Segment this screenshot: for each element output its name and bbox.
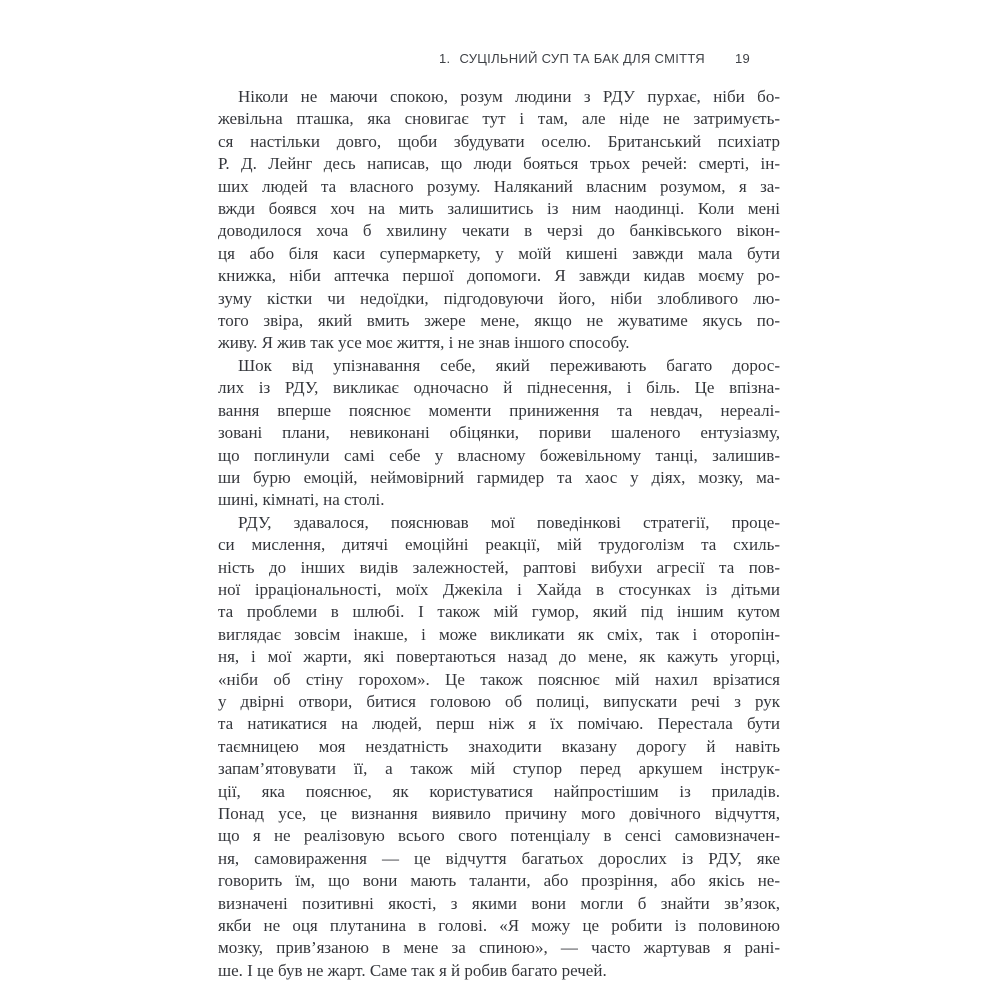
- text-line: вжди боявся хоч на мить залишитись із ним наодинці. Коли мені: [218, 199, 780, 219]
- text-line: ції, яка пояснює, як користуватися найпростішим із приладів.: [218, 781, 780, 801]
- chapter-label: [439, 51, 705, 67]
- text-line: ши бурю емоцій, неймовірний гармидер та хаос у діях, мозку, ма-: [218, 467, 780, 487]
- paragraph: [218, 512, 780, 983]
- text-line: «ніби об стіну горохом». Це також пояснює мій нахил врізатися: [218, 669, 780, 689]
- chapter-title: СУЦІЛЬНИЙ СУП ТА БАК ДЛЯ СМІТТЯ: [459, 51, 705, 66]
- text-line: таємницею моя нездатність знаходити вказану дорогу й навіть: [218, 736, 780, 756]
- text-line: ної ірраціональності, моїх Джекіла і Хайда в стосунках із дітьми: [218, 579, 780, 599]
- text-line: РДУ, здавалося, пояснював мої поведінкові стратегії, проце-: [238, 512, 780, 532]
- text-line: ше. І це був не жарт. Саме так я й робив багато речей.: [218, 960, 607, 980]
- text-line: якби не оця плутанина в голові. «Я можу це робити із половиною: [218, 916, 780, 936]
- text-line: ність до інших видів залежностей, раптові вибухи агресії та пов-: [218, 557, 780, 577]
- page-number: 19: [734, 51, 750, 66]
- chapter-number: 1.: [438, 51, 451, 66]
- text-line: зовані плани, невиконані обіцянки, пориви шаленого ентузіазму,: [218, 423, 780, 443]
- text-line: шині, кімнаті, на столі.: [218, 490, 385, 510]
- text-line: ня, і мої жарти, які повертаються назад до мене, як кажуть угорці,: [218, 647, 780, 667]
- text-line: зуму кістки чи недоїдки, підгодовуючи його, ніби злобливого лю-: [218, 288, 780, 308]
- text-line: та проблеми в шлюбі. І також мій гумор, який під іншим кутом: [218, 602, 780, 622]
- body-text: [218, 86, 780, 982]
- text-line: книжка, ніби аптечка першої допомоги. Я завжди кидав моєму ро-: [218, 266, 780, 286]
- text-line: того звіра, який вмить зжере мене, якщо не жуватиме якусь по-: [218, 311, 780, 331]
- paragraph: [218, 86, 780, 355]
- text-line: Ніколи не маючи спокою, розум людини з РДУ пурхає, ніби бо-: [238, 87, 780, 106]
- text-line: мозку, прив’язаною в мене за спиною», — часто жартував я рані-: [218, 938, 780, 958]
- text-line: Понад усе, це визнання виявило причину мого довічного відчуття,: [218, 804, 780, 823]
- text-line: та натикатися на людей, перш ніж я їх помічаю. Перестала бути: [218, 714, 780, 734]
- text-line: говорить їм, що вони мають таланти, або прозріння, або якісь не-: [218, 871, 780, 891]
- text-line: ня, самовираження — це відчуття багатьох дорослих із РДУ, яке: [218, 848, 780, 868]
- text-line: ших людей та власного розуму. Наляканий власним розумом, я за-: [218, 176, 780, 196]
- text-line: запам’ятовувати її, а також мій ступор перед аркушем інструк-: [218, 759, 780, 779]
- text-line: ся настільки довго, щоби збудувати оселю. Британський психіатр: [218, 131, 780, 151]
- text-line: лих із РДУ, викликає одночасно й піднесення, і біль. Це впізна-: [218, 378, 780, 398]
- text-line: Р. Д. Лейнг десь написав, що люди бояться трьох речей: смерті, ін-: [218, 154, 780, 174]
- text-line: Шок від упізнавання себе, який переживають багато дорос-: [238, 355, 780, 375]
- text-line: що поглинули самі себе у власному божевільному танці, залишив-: [218, 445, 780, 465]
- text-line: що я не реалізовую всього свого потенціалу в сенсі самовизначен-: [218, 826, 780, 846]
- text-line: живу. Я жив так усе моє життя, і не знав іншого способу.: [218, 333, 630, 353]
- text-line: жевільна пташка, яка сновигає тут і там, але ніде не затримуєть-: [218, 109, 780, 129]
- text-line: ця або біля каси супермаркету, у моїй кишені завжди мала бути: [218, 243, 780, 263]
- text-line: си мислення, дитячі емоційні реакції, мій трудоголізм та схиль-: [218, 535, 780, 555]
- text-line: у двірні отвори, битися головою об полиці, випускати речі з рук: [218, 691, 780, 711]
- paragraph: [218, 355, 780, 512]
- text-line: визначені позитивні якості, з якими вони могли б знайти зв’язок,: [218, 893, 780, 913]
- running-header: [218, 51, 780, 67]
- text-line: вання вперше пояснює моменти приниження та невдач, нереалі-: [218, 400, 780, 420]
- text-line: виглядає зовсім інакше, і може викликати як сміх, так і оторопін-: [218, 624, 780, 644]
- text-line: доводилося хоча б хвилину чекати в черзі до банківського вікон-: [218, 221, 780, 241]
